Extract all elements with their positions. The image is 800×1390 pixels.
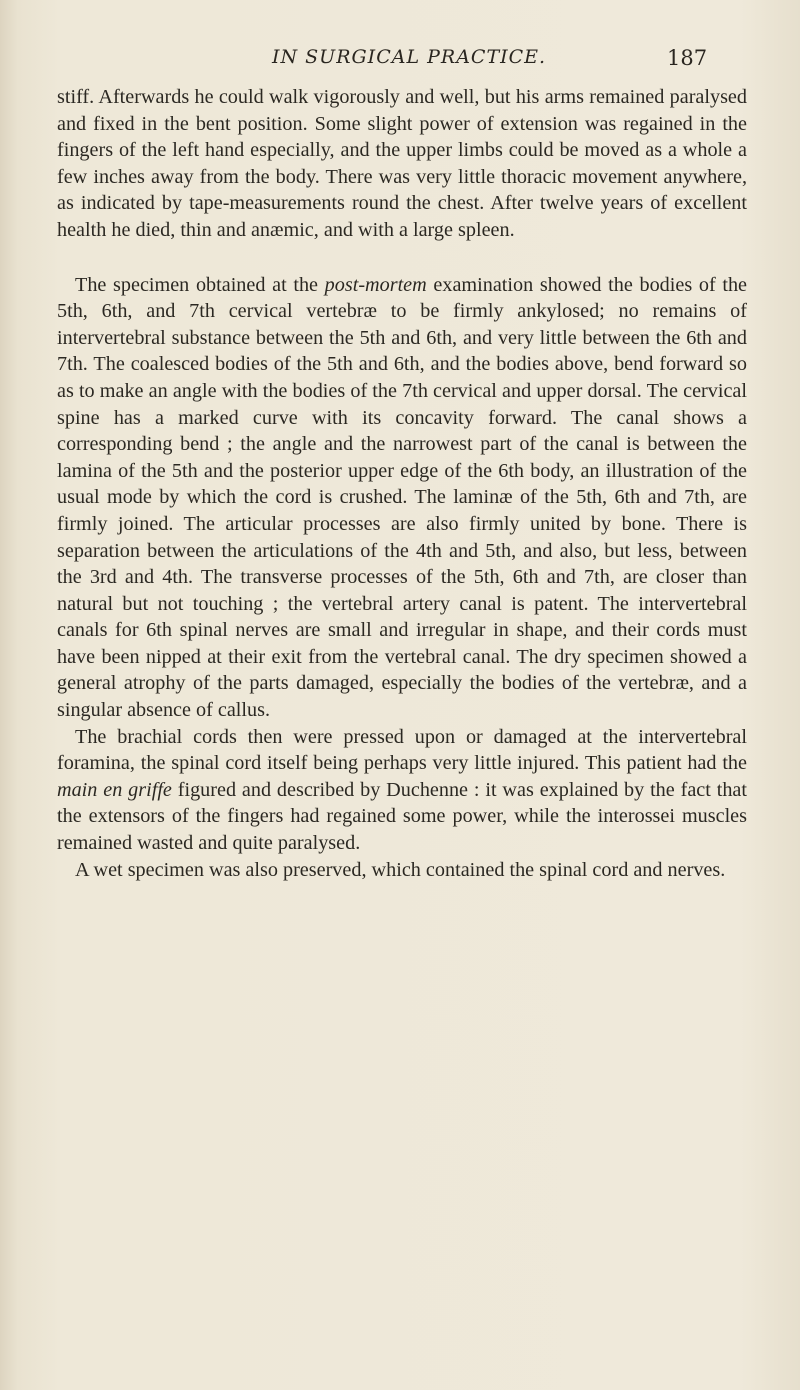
page-header (0, 46, 800, 76)
paragraph-4-text: A wet specimen was also preserved, which contained the spinal cord and nerves. (75, 858, 726, 881)
body-text (57, 84, 747, 883)
paragraph-3-text-start: The brachial cords then were pressed upon or damaged at the intervertebral foramina, the spinal cord itself being perhaps very little injured. This patient had the (57, 725, 747, 775)
paragraph-1-text: stiff. Afterwards he could walk vigorously and well, but his arms remained paralysed and fixed in the bent position. Some slight power of extension was regained in the fingers of the left hand especially, and the upper limbs could be moved as a whole a few inches away from the body. There was very little thoracic movement anywhere, as indicated by tape-measurements round the chest. After twelve years of excellent health he died, thin and anæmic, and with a large spleen. (57, 86, 747, 241)
paragraph-2-text-start: The specimen obtained at the (75, 273, 325, 296)
page-number: 187 (667, 46, 708, 70)
paragraph-3 (57, 724, 747, 857)
paragraph-4 (57, 857, 747, 884)
paragraph-3-italic-term: main en griffe (57, 778, 172, 801)
paragraph-2 (57, 272, 747, 724)
running-title: IN SURGICAL PRACTICE. (272, 46, 547, 68)
paragraph-3-text-end: figured and described by Duchenne : it was explained by the fact that the extensors of the fingers had regained some power, while the interossei muscles remained wasted and quite paralysed. (57, 778, 747, 855)
paragraph-2-text-end: examination showed the bodies of the 5th, 6th, and 7th cervical vertebræ to be firmly ankylosed; no remains of intervertebral substance between the 5th and 6th, and very little between the 6th and 7th. The coalesced bodies of the 5th and 6th, and the bodies above, bend forward so as to make an angle with the bodies of the 7th cervical and upper dorsal. The cervical spine has a marked curve with its concavity forward. The canal shows a corresponding bend ; the angle and the narrowest part of the canal is between the lamina of the 5th and the posterior upper edge of the 6th body, an illustration of the usual mode by which the cord is crushed. The laminæ of the 5th, 6th and 7th, are firmly joined. The articular processes are also firmly united by bone. There is separation between the articulations of the 4th and 5th, and also, but less, between the 3rd and 4th. The transverse processes of the 5th, 6th and 7th, are closer than natural but not touching ; the vertebral artery canal is patent. The intervertebral canals for 6th spinal nerves are small and irregular in shape, and their cords must have been nipped at their exit from the vertebral canal. The dry specimen showed a general atrophy of the parts damaged, especially the bodies of the vertebræ, and a singular absence of callus. (57, 273, 747, 722)
paragraph-1 (57, 84, 747, 244)
paragraph-2-italic-term: post-mortem (324, 273, 427, 296)
